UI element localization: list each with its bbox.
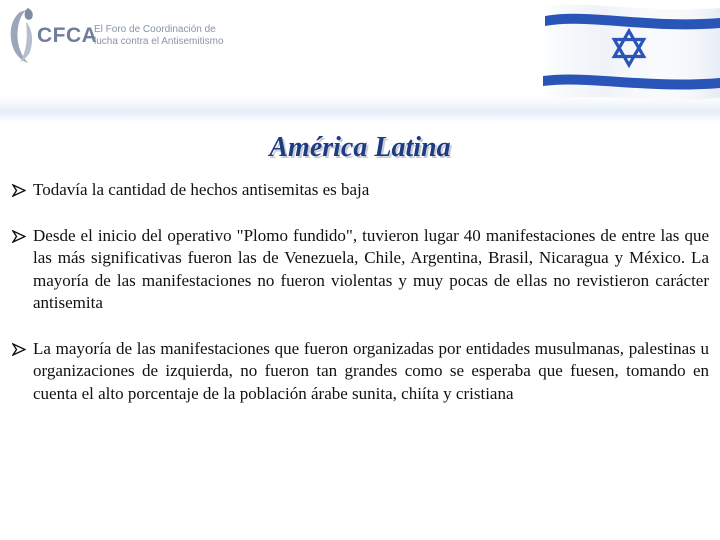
arrow-bullet-icon xyxy=(12,184,26,197)
globe-figure-icon xyxy=(6,6,40,64)
bullet-text: Desde el inicio del operativo "Plomo fundido", tuvieron lugar 40 manifestaciones de entre las que las más significativas fueron las de Venezuela, Chile, Argentina, Brasil, Nicaragua y México. La mayoría de las manifestaciones no fueron violentas y muy pocas de ellas no revistieron carácter antisemita xyxy=(33,225,709,312)
arrow-bullet-icon xyxy=(12,230,26,243)
logo-tagline-line2: lucha contra el Antisemitismo xyxy=(94,36,224,47)
bullet-text: Todavía la cantidad de hechos antisemitas es baja xyxy=(33,180,370,199)
bullet-list xyxy=(12,179,709,405)
bullet-text: La mayoría de las manifestaciones que fueron organizadas por entidades musulmanas, palestinas u organizaciones de izquierda, no fueron tan grandes como se esperaba que fuesen, tomando en cuenta el alto porcentaje de la población árabe sunita, chiíta y cristiana xyxy=(33,338,709,403)
cfca-logo xyxy=(6,4,226,66)
israel-flag-icon xyxy=(537,0,720,104)
slide-title xyxy=(0,132,720,164)
slide-header xyxy=(0,0,720,120)
logo-tagline xyxy=(94,24,224,48)
bullet-item xyxy=(12,225,709,315)
arrow-bullet-icon xyxy=(12,343,26,356)
logo-tagline-line1: El Foro de Coordinación de xyxy=(94,24,216,35)
bullet-item xyxy=(12,338,709,406)
bullet-item xyxy=(12,179,709,202)
slide-title-text: América Latina xyxy=(269,132,451,163)
logo-acronym: CFCA xyxy=(37,24,98,47)
